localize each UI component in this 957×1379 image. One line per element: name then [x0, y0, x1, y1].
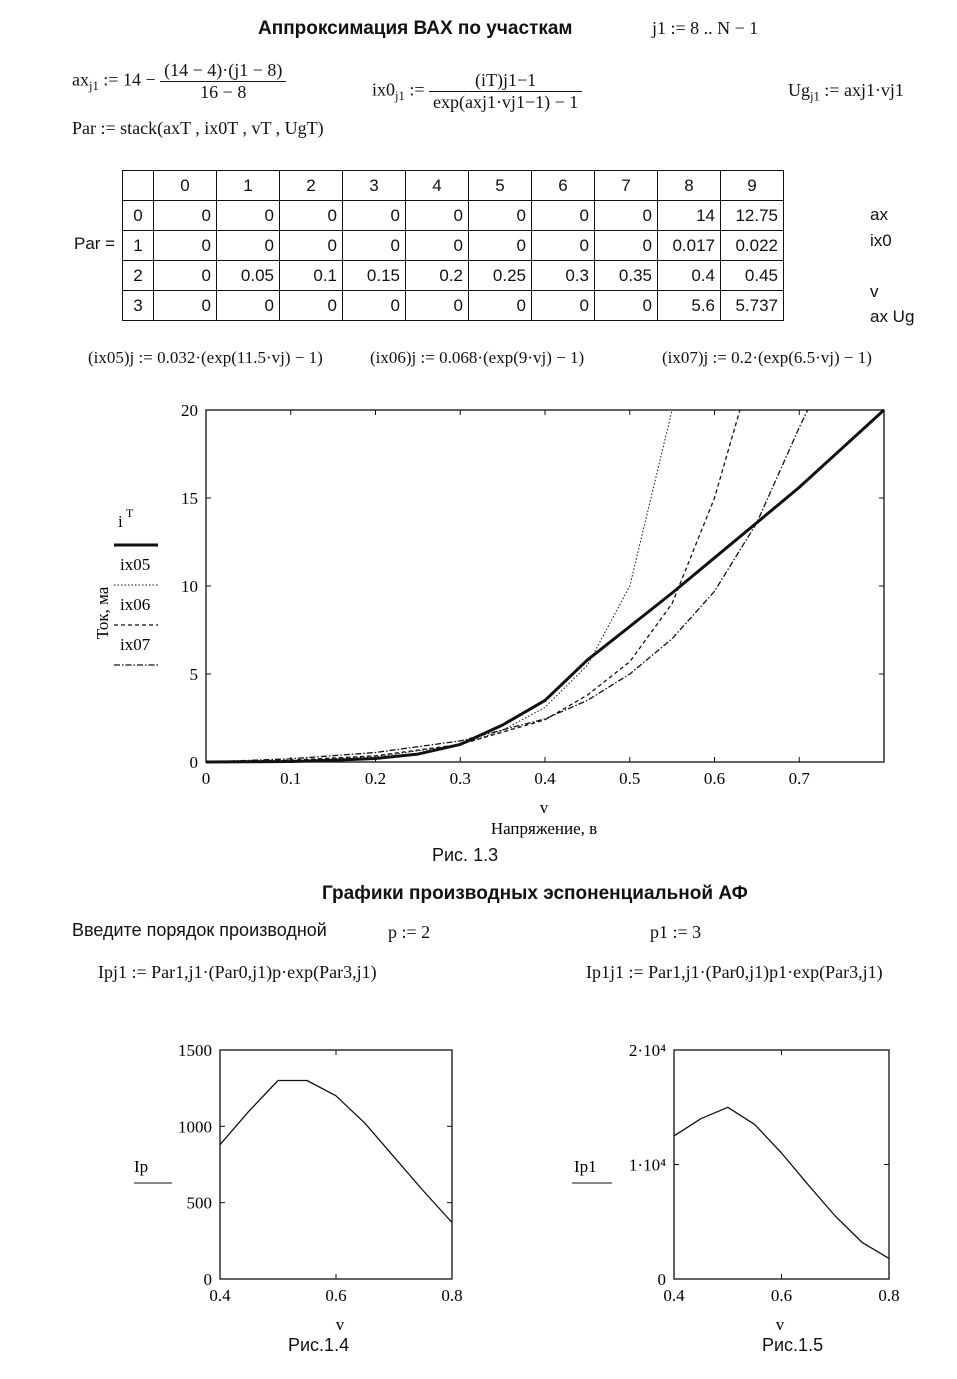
table-cell: 0.3 — [532, 261, 595, 291]
x-tick-label: 0.4 — [663, 1286, 685, 1305]
row-name-ug: ax Ug — [870, 307, 915, 326]
row-name-ax: ax — [870, 205, 888, 224]
table-cell: 0 — [406, 291, 469, 321]
y-tick-label: 1·10⁴ — [628, 1155, 666, 1175]
ix0-lhs: ix0 — [372, 79, 396, 100]
ip-formula: Ipj1 := Par1,j1·(Par0,j1)p·exp(Par3,j1) — [98, 962, 377, 982]
y-tick-label: 1000 — [178, 1117, 212, 1137]
section2-title: Графики производных эспоненциальной АФ — [322, 883, 748, 904]
corner-cell — [123, 171, 154, 201]
table-cell: 0 — [343, 291, 406, 321]
ax-numerator: (14 − 4)·(j1 − 8) — [164, 60, 283, 80]
range-definition: j1 := 8 .. N − 1 — [652, 18, 759, 38]
table-cell: 0 — [532, 201, 595, 231]
ix0-numerator: (iT)j1−1 — [475, 70, 537, 90]
table-cell: 0.15 — [343, 261, 406, 291]
p-definition[interactable]: p := 2 — [388, 922, 431, 942]
table-cell: 0 — [280, 201, 343, 231]
table-cell: 0 — [469, 291, 532, 321]
fig14-xlabel: v — [335, 1315, 345, 1334]
table-cell: 5.6 — [658, 291, 721, 321]
ix06-formula: (ix06)j := 0.068·(exp(9·vj) − 1) — [370, 348, 585, 367]
plot-frame — [674, 1050, 889, 1279]
table-cell: 0.35 — [595, 261, 658, 291]
ax-lhs: ax — [72, 69, 89, 90]
par-matrix — [122, 170, 784, 321]
ix0-denominator: exp(axj1·vj1−1) − 1 — [429, 91, 582, 113]
table-cell: 0 — [154, 291, 217, 321]
table-cell: 0.1 — [280, 261, 343, 291]
column-header: 3 — [343, 171, 406, 201]
ax-denominator: 16 − 8 — [160, 81, 286, 103]
table-header-row — [123, 171, 784, 201]
fig13-chart — [0, 395, 957, 840]
ug-rhs: := axj1·vj1 — [824, 80, 904, 100]
plot-frame — [220, 1050, 452, 1279]
fig15-caption: Рис.1.5 — [762, 1335, 824, 1355]
derivative-prompt: Введите порядок производной — [72, 920, 327, 940]
fig15-chart — [560, 1030, 940, 1340]
ix0-formula — [372, 70, 582, 113]
table-cell: 12.75 — [721, 201, 784, 231]
table-cell: 0 — [469, 231, 532, 261]
table-cell: 0 — [595, 231, 658, 261]
column-header: 5 — [469, 171, 532, 201]
table-cell: 0 — [217, 291, 280, 321]
table-cell: 5.737 — [721, 291, 784, 321]
fig15-xlabel: v — [775, 1315, 785, 1334]
column-header: 0 — [154, 171, 217, 201]
row-name-v: v — [870, 282, 879, 301]
table-cell: 0.017 — [658, 231, 721, 261]
fig13-ylabel: Ток, ма — [93, 586, 112, 640]
series-line-ix05 — [206, 410, 672, 762]
y-tick-label: 10 — [181, 577, 198, 596]
x-tick-label: 0.8 — [441, 1286, 463, 1305]
table-cell: 0 — [280, 231, 343, 261]
x-tick-label: 0.4 — [209, 1286, 231, 1305]
x-tick-label: 0.1 — [280, 769, 302, 788]
table-cell: 0 — [343, 201, 406, 231]
legend-label-ix06: ix06 — [120, 595, 151, 614]
column-header: 6 — [532, 171, 595, 201]
ix05-formula: (ix05)j := 0.032·(exp(11.5·vj) − 1) — [88, 348, 323, 367]
fig13-caption: Рис. 1.3 — [432, 845, 499, 865]
fig14-chart — [120, 1030, 480, 1340]
table-row — [123, 291, 784, 321]
table-cell: 0 — [595, 201, 658, 231]
plot-frame — [206, 410, 884, 762]
table-cell: 0 — [532, 291, 595, 321]
ax-formula — [72, 60, 286, 103]
table-cell: 14 — [658, 201, 721, 231]
legend-label-i-sup: T — [126, 506, 134, 520]
table-cell: 0 — [154, 261, 217, 291]
table-cell: 0.2 — [406, 261, 469, 291]
table-cell: 0 — [154, 231, 217, 261]
table-cell: 0.4 — [658, 261, 721, 291]
fig13-xlabel: Напряжение, в — [490, 819, 598, 838]
ug-lhs: Ug — [788, 80, 810, 100]
y-tick-label: 0 — [189, 753, 198, 772]
y-tick-label: 15 — [181, 489, 198, 508]
x-tick-label: 0.4 — [534, 769, 556, 788]
series-line-ip — [220, 1081, 452, 1223]
ax-rhs: := 14 − — [103, 69, 156, 90]
table-cell: 0 — [280, 291, 343, 321]
fig13-xlabel-var: v — [539, 798, 549, 817]
table-cell: 0 — [406, 201, 469, 231]
table-cell: 0 — [406, 231, 469, 261]
series-line-it — [206, 410, 884, 762]
x-tick-label: 0.6 — [770, 1286, 793, 1305]
p1-definition[interactable]: p1 := 3 — [650, 922, 702, 942]
row-name-ix0: ix0 — [870, 231, 892, 250]
ix07-formula: (ix07)j := 0.2·(exp(6.5·vj) − 1) — [662, 348, 872, 367]
ax-sub: j1 — [89, 79, 99, 94]
fig14-caption: Рис.1.4 — [288, 1335, 350, 1355]
x-tick-label: 0.6 — [325, 1286, 347, 1305]
row-index: 0 — [123, 201, 154, 231]
y-tick-label: 0 — [203, 1270, 212, 1289]
par-table-label: Par = — [74, 234, 116, 253]
legend-label-i: i — [118, 512, 123, 531]
column-header: 1 — [217, 171, 280, 201]
x-tick-label: 0.2 — [364, 769, 387, 788]
table-cell: 0 — [532, 231, 595, 261]
y-tick-label: 5 — [189, 665, 198, 684]
y-tick-label: 500 — [186, 1193, 212, 1213]
table-cell: 0 — [217, 201, 280, 231]
ix0-sub: j1 — [395, 89, 405, 104]
ip1-formula: Ip1j1 := Par1,j1·(Par0,j1)p1·exp(Par3,j1) — [586, 962, 883, 982]
column-header: 2 — [280, 171, 343, 201]
series-line-ix06 — [206, 410, 740, 762]
row-index: 1 — [123, 231, 154, 261]
x-tick-label: 0.6 — [703, 769, 726, 788]
table-cell: 0.45 — [721, 261, 784, 291]
x-tick-label: 0.5 — [619, 769, 641, 788]
table-cell: 0 — [469, 201, 532, 231]
par-definition: Par := stack(axT , ix0T , vT , UgT) — [72, 118, 324, 138]
series-line-ix07 — [206, 410, 808, 762]
column-header: 8 — [658, 171, 721, 201]
column-header: 9 — [721, 171, 784, 201]
row-index: 2 — [123, 261, 154, 291]
y-tick-label: 0 — [657, 1270, 666, 1289]
legend-label-ix07: ix07 — [120, 635, 151, 654]
ix0-assign: := — [409, 79, 425, 100]
table-cell: 0.25 — [469, 261, 532, 291]
fig15-ylabel: Ip1 — [574, 1157, 597, 1176]
legend-label-ix05: ix05 — [120, 555, 151, 574]
series-line-ip1 — [674, 1107, 889, 1258]
y-tick-label: 1500 — [178, 1041, 212, 1060]
table-cell: 0.05 — [217, 261, 280, 291]
table-cell: 0 — [154, 201, 217, 231]
table-row — [123, 231, 784, 261]
table-row — [123, 261, 784, 291]
table-cell: 0 — [343, 231, 406, 261]
x-tick-label: 0.8 — [878, 1286, 900, 1305]
fig14-ylabel: Ip — [134, 1157, 149, 1176]
x-tick-label: 0 — [201, 769, 211, 788]
column-header: 4 — [406, 171, 469, 201]
y-tick-label: 20 — [181, 401, 198, 420]
column-header: 7 — [595, 171, 658, 201]
section-title: Аппроксимация ВАХ по участкам — [258, 18, 573, 39]
table-row — [123, 201, 784, 231]
table-cell: 0 — [595, 291, 658, 321]
table-cell: 0.022 — [721, 231, 784, 261]
row-index: 3 — [123, 291, 154, 321]
ug-formula — [788, 80, 904, 105]
x-tick-label: 0.7 — [788, 769, 810, 788]
y-tick-label: 2·10⁴ — [628, 1041, 666, 1060]
x-tick-label: 0.3 — [449, 769, 471, 788]
table-cell: 0 — [217, 231, 280, 261]
ug-sub: j1 — [810, 89, 820, 104]
